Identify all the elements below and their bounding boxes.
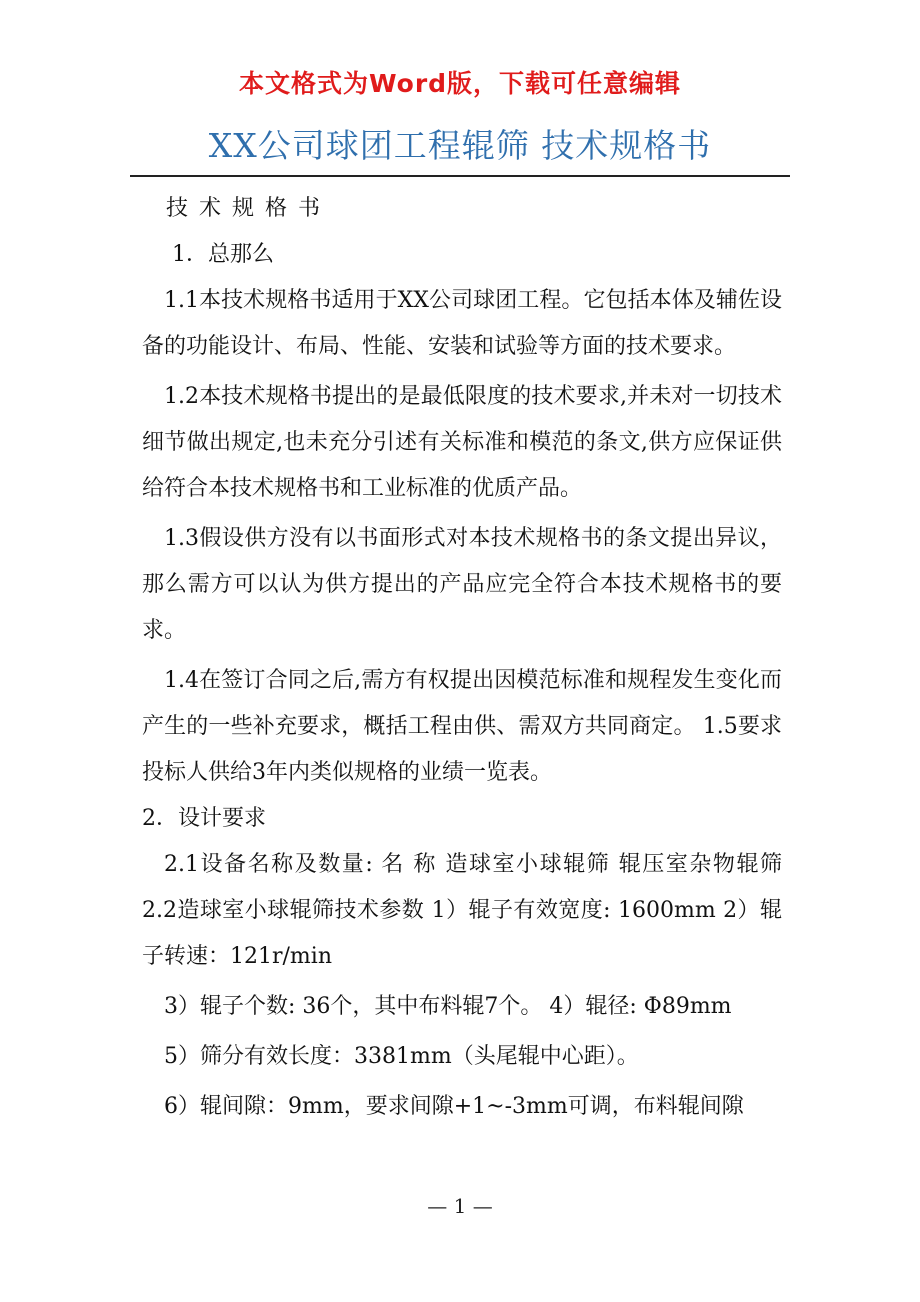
param-6: 6）辊间隙：9mm，要求间隙+1~-3mm可调，布料辊间隙 <box>164 1094 744 1119</box>
paragraph-1-4: 1.4在签订合同之后,需方有权提出因模范标准和规程发生变化而产生的一些补充要求，概括工程由供、需双方共同商定。 1.5要求投标人供给3年内类似规格的业绩一览表。 <box>142 668 782 785</box>
param-3-4: 3）辊子个数: 36个，其中布料辊7个。 4）辊径: Φ89mm <box>164 994 732 1019</box>
document-body <box>142 186 782 1134</box>
section-heading: 技术规格书 <box>166 196 332 221</box>
title-divider <box>130 175 790 177</box>
download-banner: 本文格式为Word版，下载可任意编辑 <box>238 69 682 98</box>
paragraph-1-3: 1.3假设供方没有以书面形式对本技术规格书的条文提出异议，那么需方可以认为供方提出的产品应完全符合本技术规格书的要求。 <box>142 526 782 643</box>
paragraph-2-1: 2.1设备名称及数量: 名 称 造球室小球辊筛 辊压室杂物辊筛 2.2造球室小球辊筛技术参数 1）辊子有效宽度: 1600mm 2）辊子转速：121r/min <box>142 852 782 969</box>
heading-design-requirements: 2．设计要求 <box>142 806 266 831</box>
heading-general: 1．总那么 <box>172 242 274 267</box>
paragraph-1-2: 1.2本技术规格书提出的是最低限度的技术要求,并未对一切技术细节做出规定,也未充分引述有关标准和模范的条文,供方应保证供给符合本技术规格书和工业标准的优质产品。 <box>142 384 782 501</box>
page-number: — 1 — <box>427 1194 493 1218</box>
document-title: XX公司球团工程辊筛 技术规格书 <box>208 126 712 165</box>
param-5: 5）筛分有效长度：3381mm（头尾辊中心距）。 <box>164 1044 639 1069</box>
paragraph-1-1: 1.1本技术规格书适用于XX公司球团工程。它包括本体及辅佐设备的功能设计、布局、性能、安装和试验等方面的技术要求。 <box>142 288 782 359</box>
